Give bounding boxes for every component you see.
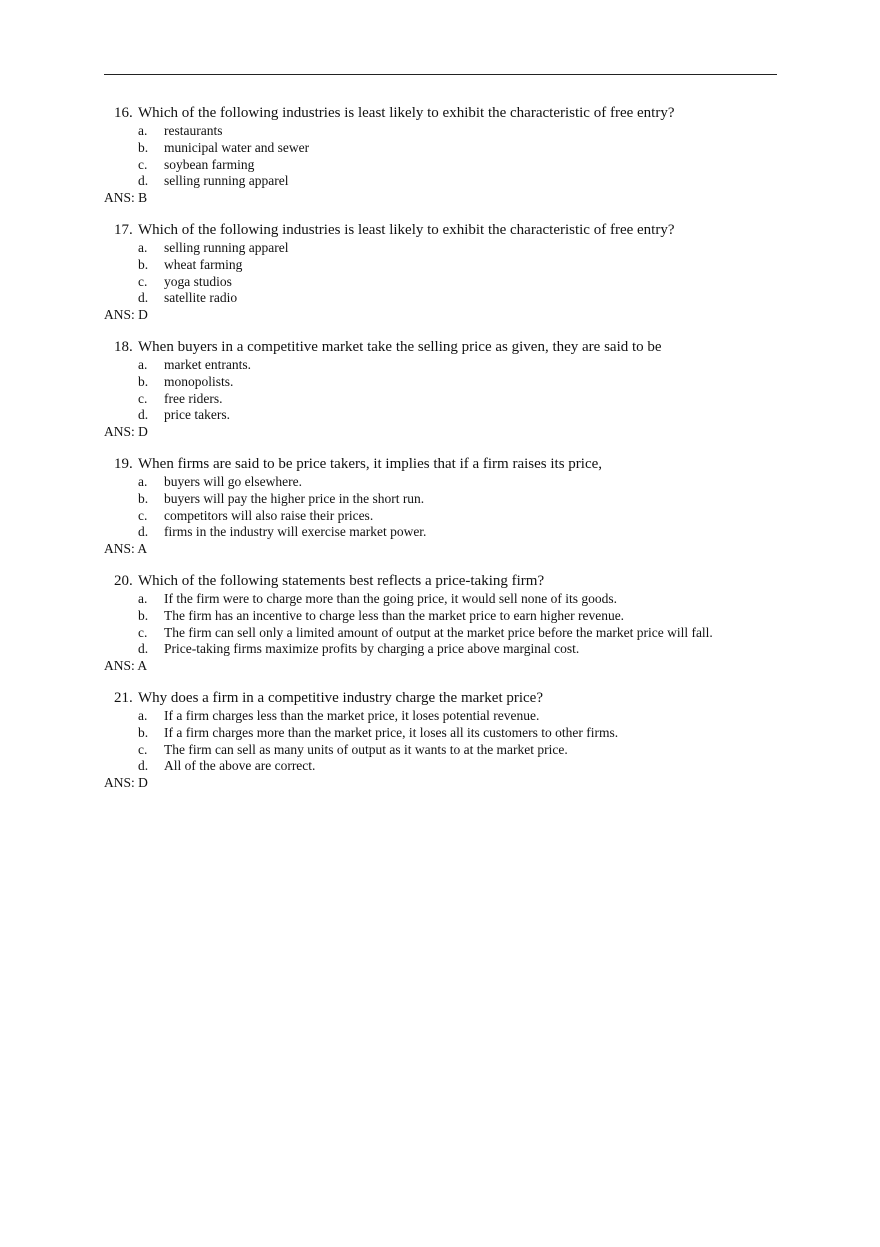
option-letter: a.: [138, 590, 148, 606]
option-text: yoga studios: [164, 273, 232, 289]
question-20: [104, 572, 744, 675]
option-letter: b.: [138, 724, 149, 740]
option-item: [104, 641, 744, 658]
option-letter: b.: [138, 373, 149, 389]
option-text: price takers.: [164, 407, 230, 423]
option-item: [104, 357, 744, 374]
question-text: Which of the following industries is least likely to exhibit the characteristic of free entry?: [138, 105, 675, 121]
option-text: municipal water and sewer: [164, 139, 310, 155]
option-list: [104, 357, 744, 424]
option-item: [104, 608, 744, 625]
question-stem: [104, 221, 744, 240]
question-text: Which of the following industries is least likely to exhibit the characteristic of free entry?: [138, 221, 675, 238]
option-list: [104, 474, 744, 541]
option-letter: d.: [138, 758, 149, 774]
option-letter: c.: [138, 156, 148, 172]
question-stem: [104, 455, 744, 474]
option-item: [104, 140, 744, 157]
question-number: 16.: [114, 105, 133, 121]
option-text: All of the above are correct.: [164, 758, 316, 774]
answer-key: ANS: B: [104, 190, 148, 206]
option-letter: c.: [138, 273, 148, 289]
question-number: 20.: [114, 572, 133, 589]
option-item: [104, 524, 744, 541]
option-letter: b.: [138, 490, 149, 506]
answer-key: ANS: D: [104, 424, 148, 440]
option-letter: c.: [138, 741, 148, 757]
option-item: [104, 725, 744, 742]
option-item: [104, 508, 744, 525]
option-text: If the firm were to charge more than the going price, it would sell none of its goods.: [164, 590, 618, 606]
question-text: When buyers in a competitive market take the selling price as given, they are said to be: [138, 338, 662, 355]
option-text: The firm can sell only a limited amount of output at the market price before the market price will fall.: [164, 624, 713, 640]
option-text: If a firm charges more than the market price, it loses all its customers to other firms.: [164, 724, 619, 740]
question-text: Which of the following statements best reflects a price-taking firm?: [138, 572, 545, 589]
option-text: If a firm charges less than the market price, it loses potential revenue.: [164, 707, 540, 723]
option-text: buyers will go elsewhere.: [164, 473, 302, 489]
option-text: monopolists.: [164, 373, 234, 389]
option-text: satellite radio: [164, 290, 238, 306]
option-list: [104, 591, 744, 658]
option-item: [104, 157, 744, 174]
option-item: [104, 474, 744, 491]
question-18: [104, 338, 744, 441]
question-text: When firms are said to be price takers, it implies that if a firm raises its price,: [138, 455, 603, 472]
question-number: 19.: [114, 455, 133, 472]
question-17: [104, 221, 744, 324]
option-text: wheat farming: [164, 256, 243, 272]
option-letter: a.: [138, 473, 148, 489]
option-letter: d.: [138, 290, 149, 306]
option-list: [104, 123, 744, 190]
question-21: [104, 689, 744, 792]
question-number: 17.: [114, 221, 133, 238]
option-letter: b.: [138, 139, 149, 155]
question-stem: [104, 104, 744, 123]
option-item: [104, 491, 744, 508]
answer-key: ANS: A: [104, 658, 148, 674]
option-text: The firm can sell as many units of output as it wants to at the market price.: [164, 741, 568, 757]
question-19: [104, 455, 744, 558]
option-text: The firm has an incentive to charge less than the market price to earn higher revenue.: [164, 607, 625, 623]
option-item: [104, 758, 744, 775]
option-letter: a.: [138, 356, 148, 372]
question-number: 18.: [114, 338, 133, 355]
option-list: [104, 708, 744, 775]
option-text: buyers will pay the higher price in the short run.: [164, 490, 425, 506]
option-item: [104, 742, 744, 759]
option-letter: d.: [138, 407, 149, 423]
answer-key: ANS: D: [104, 775, 148, 791]
option-letter: a.: [138, 239, 148, 255]
question-number: 21.: [114, 689, 133, 706]
option-list: [104, 240, 744, 307]
question-text: Why does a firm in a competitive industry charge the market price?: [138, 689, 543, 706]
option-letter: b.: [138, 256, 149, 272]
option-item: [104, 274, 744, 291]
question-stem: [104, 572, 744, 591]
option-item: [104, 290, 744, 307]
option-letter: d.: [138, 524, 149, 540]
option-letter: d.: [138, 641, 149, 657]
option-text: selling running apparel: [164, 239, 289, 255]
option-text: competitors will also raise their prices.: [164, 507, 374, 523]
option-text: free riders.: [164, 390, 223, 406]
option-item: [104, 591, 744, 608]
option-letter: a.: [138, 123, 148, 138]
answer-key: ANS: A: [104, 541, 148, 557]
option-item: [104, 173, 744, 190]
option-item: [104, 240, 744, 257]
option-text: soybean farming: [164, 156, 255, 172]
question-16: [104, 104, 744, 207]
option-text: selling running apparel: [164, 173, 289, 189]
option-item: [104, 708, 744, 725]
option-item: [104, 407, 744, 424]
question-stem: [104, 338, 744, 357]
header-rule: [104, 74, 777, 75]
option-letter: a.: [138, 707, 148, 723]
option-letter: c.: [138, 624, 148, 640]
option-letter: c.: [138, 507, 148, 523]
option-item: [104, 123, 744, 140]
option-text: Price-taking firms maximize profits by charging a price above marginal cost.: [164, 641, 580, 657]
option-text: firms in the industry will exercise market power.: [164, 524, 427, 540]
question-list: [104, 104, 744, 806]
option-item: [104, 374, 744, 391]
option-item: [104, 391, 744, 408]
question-stem: [104, 689, 744, 708]
option-item: [104, 257, 744, 274]
option-letter: c.: [138, 390, 148, 406]
option-letter: b.: [138, 607, 149, 623]
answer-key: ANS: D: [104, 307, 148, 323]
option-text: market entrants.: [164, 356, 251, 372]
option-letter: d.: [138, 173, 149, 189]
option-text: restaurants: [164, 123, 223, 138]
option-item: [104, 625, 744, 642]
